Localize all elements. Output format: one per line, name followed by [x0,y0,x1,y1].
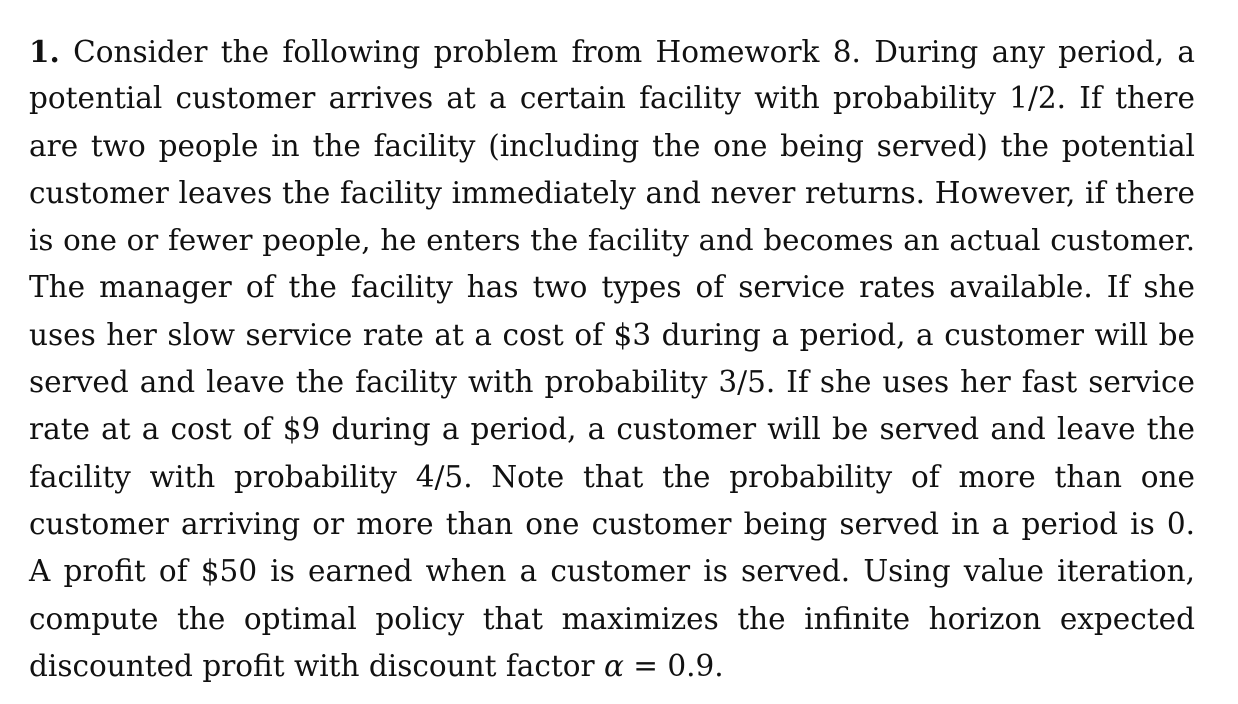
last-line-text: discounted profit with discount factor [29,648,604,683]
problem-text-line: compute the optimal policy that maximizes the infinite horizon expected [29,601,1195,636]
problem-text-line: is one or fewer people, he enters the facility and becomes an actual customer. [29,223,1195,258]
problem-last-line [29,643,1195,690]
problem-statement [29,28,1195,690]
problem-text-line: facility with probability 4/5. Note that the probability of more than one [29,459,1195,494]
problem-text-line: rate at a cost of $9 during a period, a customer will be served and leave the [29,412,1195,447]
problem-text-line: customer leaves the facility immediately and never returns. However, if there [29,175,1195,210]
problem-line-1 [29,28,1195,75]
problem-text-line: customer arriving or more than one customer being served in a period is 0. [29,506,1195,541]
problem-text-line: uses her slow service rate at a cost of $3 during a period, a customer will be [29,317,1195,352]
problem-text-line: The manager of the facility has two types of service rates available. If she [29,270,1195,305]
alpha-value: = 0.9. [623,648,724,683]
problem-text-line: potential customer arrives at a certain facility with probability 1/2. If there [29,81,1195,116]
problem-number: 1. [29,34,60,69]
problem-text-line: served and leave the facility with probability 3/5. If she uses her fast service [29,365,1195,400]
problem-text-line: are two people in the facility (including the one being served) the potential [29,128,1195,163]
alpha-symbol: α [603,648,624,683]
problem-text-line: A profit of $50 is earned when a customer is served. Using value iteration, [29,554,1195,589]
problem-text-line: Consider the following problem from Homework 8. During any period, a [73,35,1195,69]
